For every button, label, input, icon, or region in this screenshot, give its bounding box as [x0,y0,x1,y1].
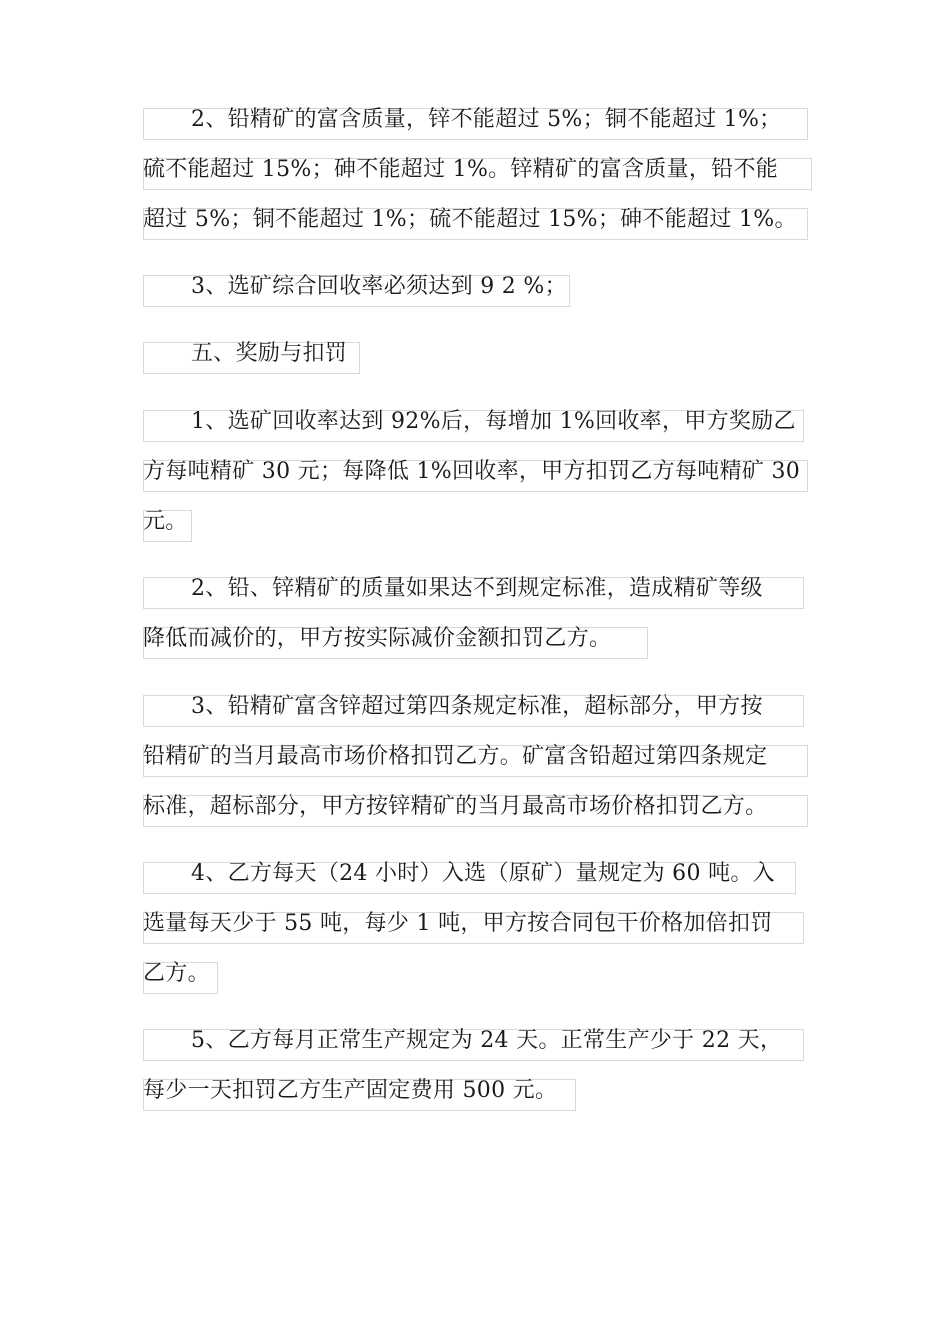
document-page: 2、铅精矿的富含质量，锌不能超过 5%；铜不能超过 1%； 硫不能超过 15%；砷不能超过 1%。锌精矿的富含质量，铅不能 超过 5%；铜不能超过 1%；硫不能超过 15%；砷不能超过 1%。 3、选矿综合回收率必须达到 9 2 %； 五、奖励与扣罚 1、选矿回收率达到 92%后，每增加 1%回收率，甲方奖励乙 方每吨精矿 30 元；每降低 1%回收率，甲方扣罚乙方每吨精矿 30 元。 2、铅、锌精矿的质量如果达不到规定标准，造成精矿等级 降低而减价的，甲方按实际减价金额扣罚乙方。 3、铅精矿富含锌超过第四条规定标准，超标部分，甲方按 铅精矿的当月最高市场价格扣罚乙方。矿富含铅超过第四条规定 标准，超标部分，甲方按锌精矿的当月最高市场价格扣罚乙方。 4、乙方每天（24 小时）入选（原矿）量规定为 60 吨。入 选量每天少于 55 吨，每少 1 吨，甲方按合同包干价格加倍扣罚 乙方。 5、乙方每月正常生产规定为 24 天。正常生产少于 22 天， 每少一天扣罚乙方生产固定费用 500 元。 [0,0,950,1344]
